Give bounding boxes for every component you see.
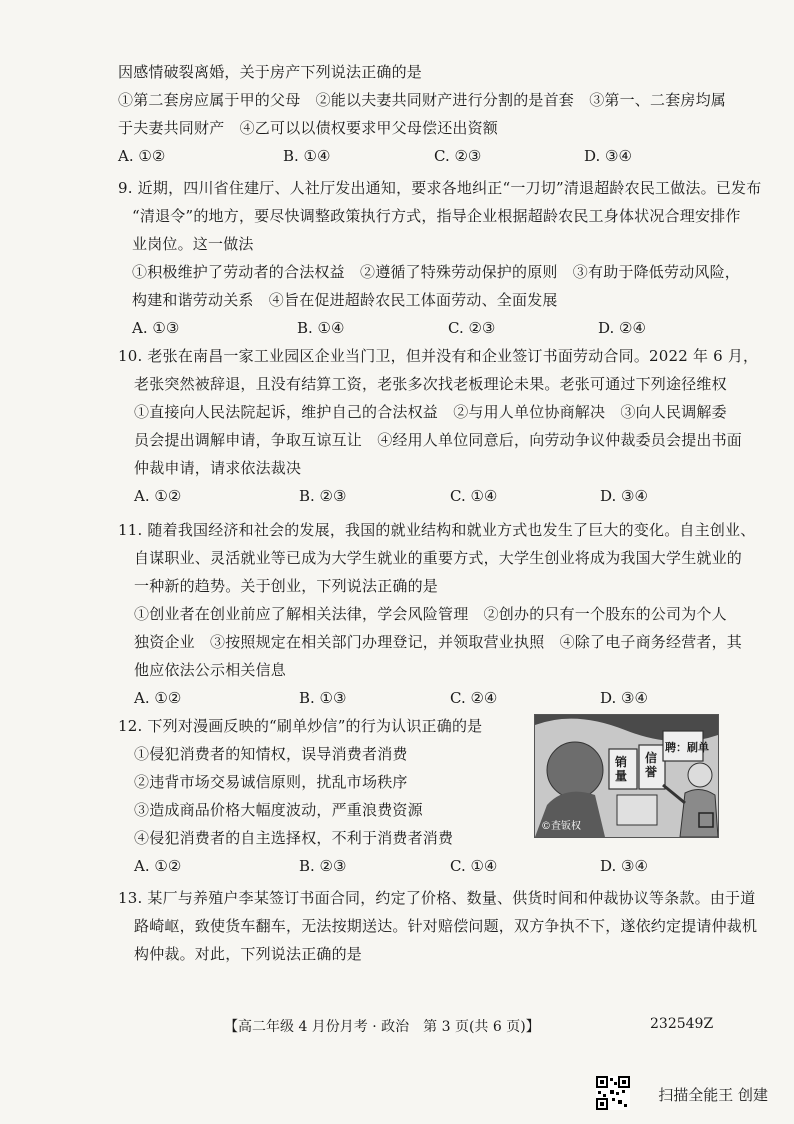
option-a[interactable]: A. ①② — [134, 487, 182, 505]
cartoon-sign-reputation: 信誉 — [645, 751, 658, 779]
text-line: 自谋职业、灵活就业等已成为大学生就业的重要方式，大学生创业将成为我国大学生就业的 — [134, 549, 743, 567]
text-line: 独资企业 ③按照规定在相关部门办理登记，并领取营业执照 ④除了电子商务经营者，其 — [134, 633, 743, 651]
scanner-watermark: 扫描全能王 创建 — [658, 1086, 768, 1104]
text-line: ①积极维护了劳动者的合法权益 ②遵循了特殊劳动保护的原则 ③有助于降低劳动风险， — [132, 263, 741, 281]
option-b[interactable]: B. ①④ — [283, 147, 331, 165]
text-line: “清退令”的地方，要尽快调整政策执行方式，指导企业根据超龄农民工身体状况合理安排作 — [132, 207, 741, 225]
text-line: 业岗位。这一做法 — [132, 235, 254, 253]
option-c[interactable]: C. ②④ — [450, 689, 498, 707]
option-b[interactable]: B. ①④ — [297, 319, 345, 337]
option-d[interactable]: D. ③④ — [600, 857, 648, 875]
option-a[interactable]: A. ①② — [134, 857, 182, 875]
text-line: ①侵犯消费者的知情权，误导消费者消费 — [134, 745, 408, 763]
text-line: 仲裁申请，请求依法裁决 — [134, 459, 302, 477]
option-d[interactable]: D. ③④ — [600, 487, 648, 505]
text-line: ①第二套房应属于甲的父母 ②能以夫妻共同财产进行分割的是首套 ③第一、二套房均属 — [118, 91, 727, 109]
options-row-q11 — [134, 688, 714, 708]
text-line: 一种新的趋势。关于创业，下列说法正确的是 — [134, 577, 439, 595]
option-a[interactable]: A. ①② — [118, 147, 166, 165]
question-12: 12. 下列对漫画反映的“刷单炒信”的行为认识正确的是 — [118, 717, 483, 735]
text-line: ①创业者在创业前应了解相关法律，学会风险管理 ②创办的只有一个股东的公司为个人 — [134, 605, 727, 623]
option-b[interactable]: B. ②③ — [299, 857, 347, 875]
text-line: 老张突然被辞退，且没有结算工资，老张多次找老板理论未果。老张可通过下列途径维权 — [134, 375, 727, 393]
option-c[interactable]: C. ①④ — [450, 857, 498, 875]
page-footer: 【高二年级 4 月份月考 · 政治 第 3 页(共 6 页)】 — [224, 1019, 540, 1035]
text-line: 因感情破裂离婚，关于房产下列说法正确的是 — [118, 63, 423, 81]
options-row-q10 — [134, 486, 714, 506]
cartoon-sign-hiring: 聘：刷单 — [665, 741, 709, 754]
text-line: 构建和谐劳动关系 ④旨在促进超龄农民工体面劳动、全面发展 — [132, 291, 558, 309]
option-a[interactable]: A. ①③ — [132, 319, 180, 337]
question-10: 10. 老张在南昌一家工业园区企业当门卫，但并没有和企业签订书面劳动合同。2022 年 6 月， — [118, 347, 759, 365]
option-d[interactable]: D. ②④ — [598, 319, 646, 337]
option-c[interactable]: C. ②③ — [434, 147, 482, 165]
text-line: 他应依法公示相关信息 — [134, 661, 287, 679]
exam-code: 232549Z — [650, 1016, 714, 1032]
option-d[interactable]: D. ③④ — [600, 689, 648, 707]
text-line: ②违背市场交易诚信原则，扰乱市场秩序 — [134, 773, 408, 791]
options-row-q12 — [134, 856, 714, 876]
option-c[interactable]: C. ①④ — [450, 487, 498, 505]
qr-code-icon — [596, 1076, 630, 1110]
option-c[interactable]: C. ②③ — [448, 319, 496, 337]
text-line: 路崎岖，致使货车翻车，无法按期送达。针对赔偿问题，双方争执不下，遂依约定提请仲裁机 — [134, 917, 758, 935]
text-line: 于夫妻共同财产 ④乙可以以债权要求甲父母偿还出资额 — [118, 119, 499, 137]
option-a[interactable]: A. ①② — [134, 689, 182, 707]
question-11: 11. 随着我国经济和社会的发展，我国的就业结构和就业方式也发生了巨大的变化。自主创业、 — [118, 521, 756, 539]
text-line: ③造成商品价格大幅度波动，严重浪费资源 — [134, 801, 423, 819]
option-d[interactable]: D. ③④ — [584, 147, 632, 165]
question-9: 9. 近期，四川省住建厅、人社厅发出通知，要求各地纠正“一刀切”清退超龄农民工做法。已发布 — [118, 179, 762, 197]
option-b[interactable]: B. ②③ — [299, 487, 347, 505]
option-b[interactable]: B. ①③ — [299, 689, 347, 707]
text-line: 员会提出调解申请，争取互谅互让 ④经用人单位同意后，向劳动争议仲裁委员会提出书面 — [134, 431, 743, 449]
text-line: 构仲裁。对此，下列说法正确的是 — [134, 945, 363, 963]
options-row-q9 — [132, 318, 712, 338]
text-line: ①直接向人民法院起诉，维护自己的合法权益 ②与用人单位协商解决 ③向人民调解委 — [134, 403, 727, 421]
cartoon-credit: ©査钣权 — [541, 821, 581, 832]
cartoon-illustration — [534, 714, 719, 838]
question-13: 13. 某厂与养殖户李某签订书面合同，约定了价格、数量、供货时间和仲裁协议等条款。由于道 — [118, 889, 756, 907]
options-row-q8 — [118, 146, 698, 166]
text-line: ④侵犯消费者的自主选择权，不利于消费者消费 — [134, 829, 454, 847]
cartoon-sign-sales: 销量 — [615, 755, 628, 783]
